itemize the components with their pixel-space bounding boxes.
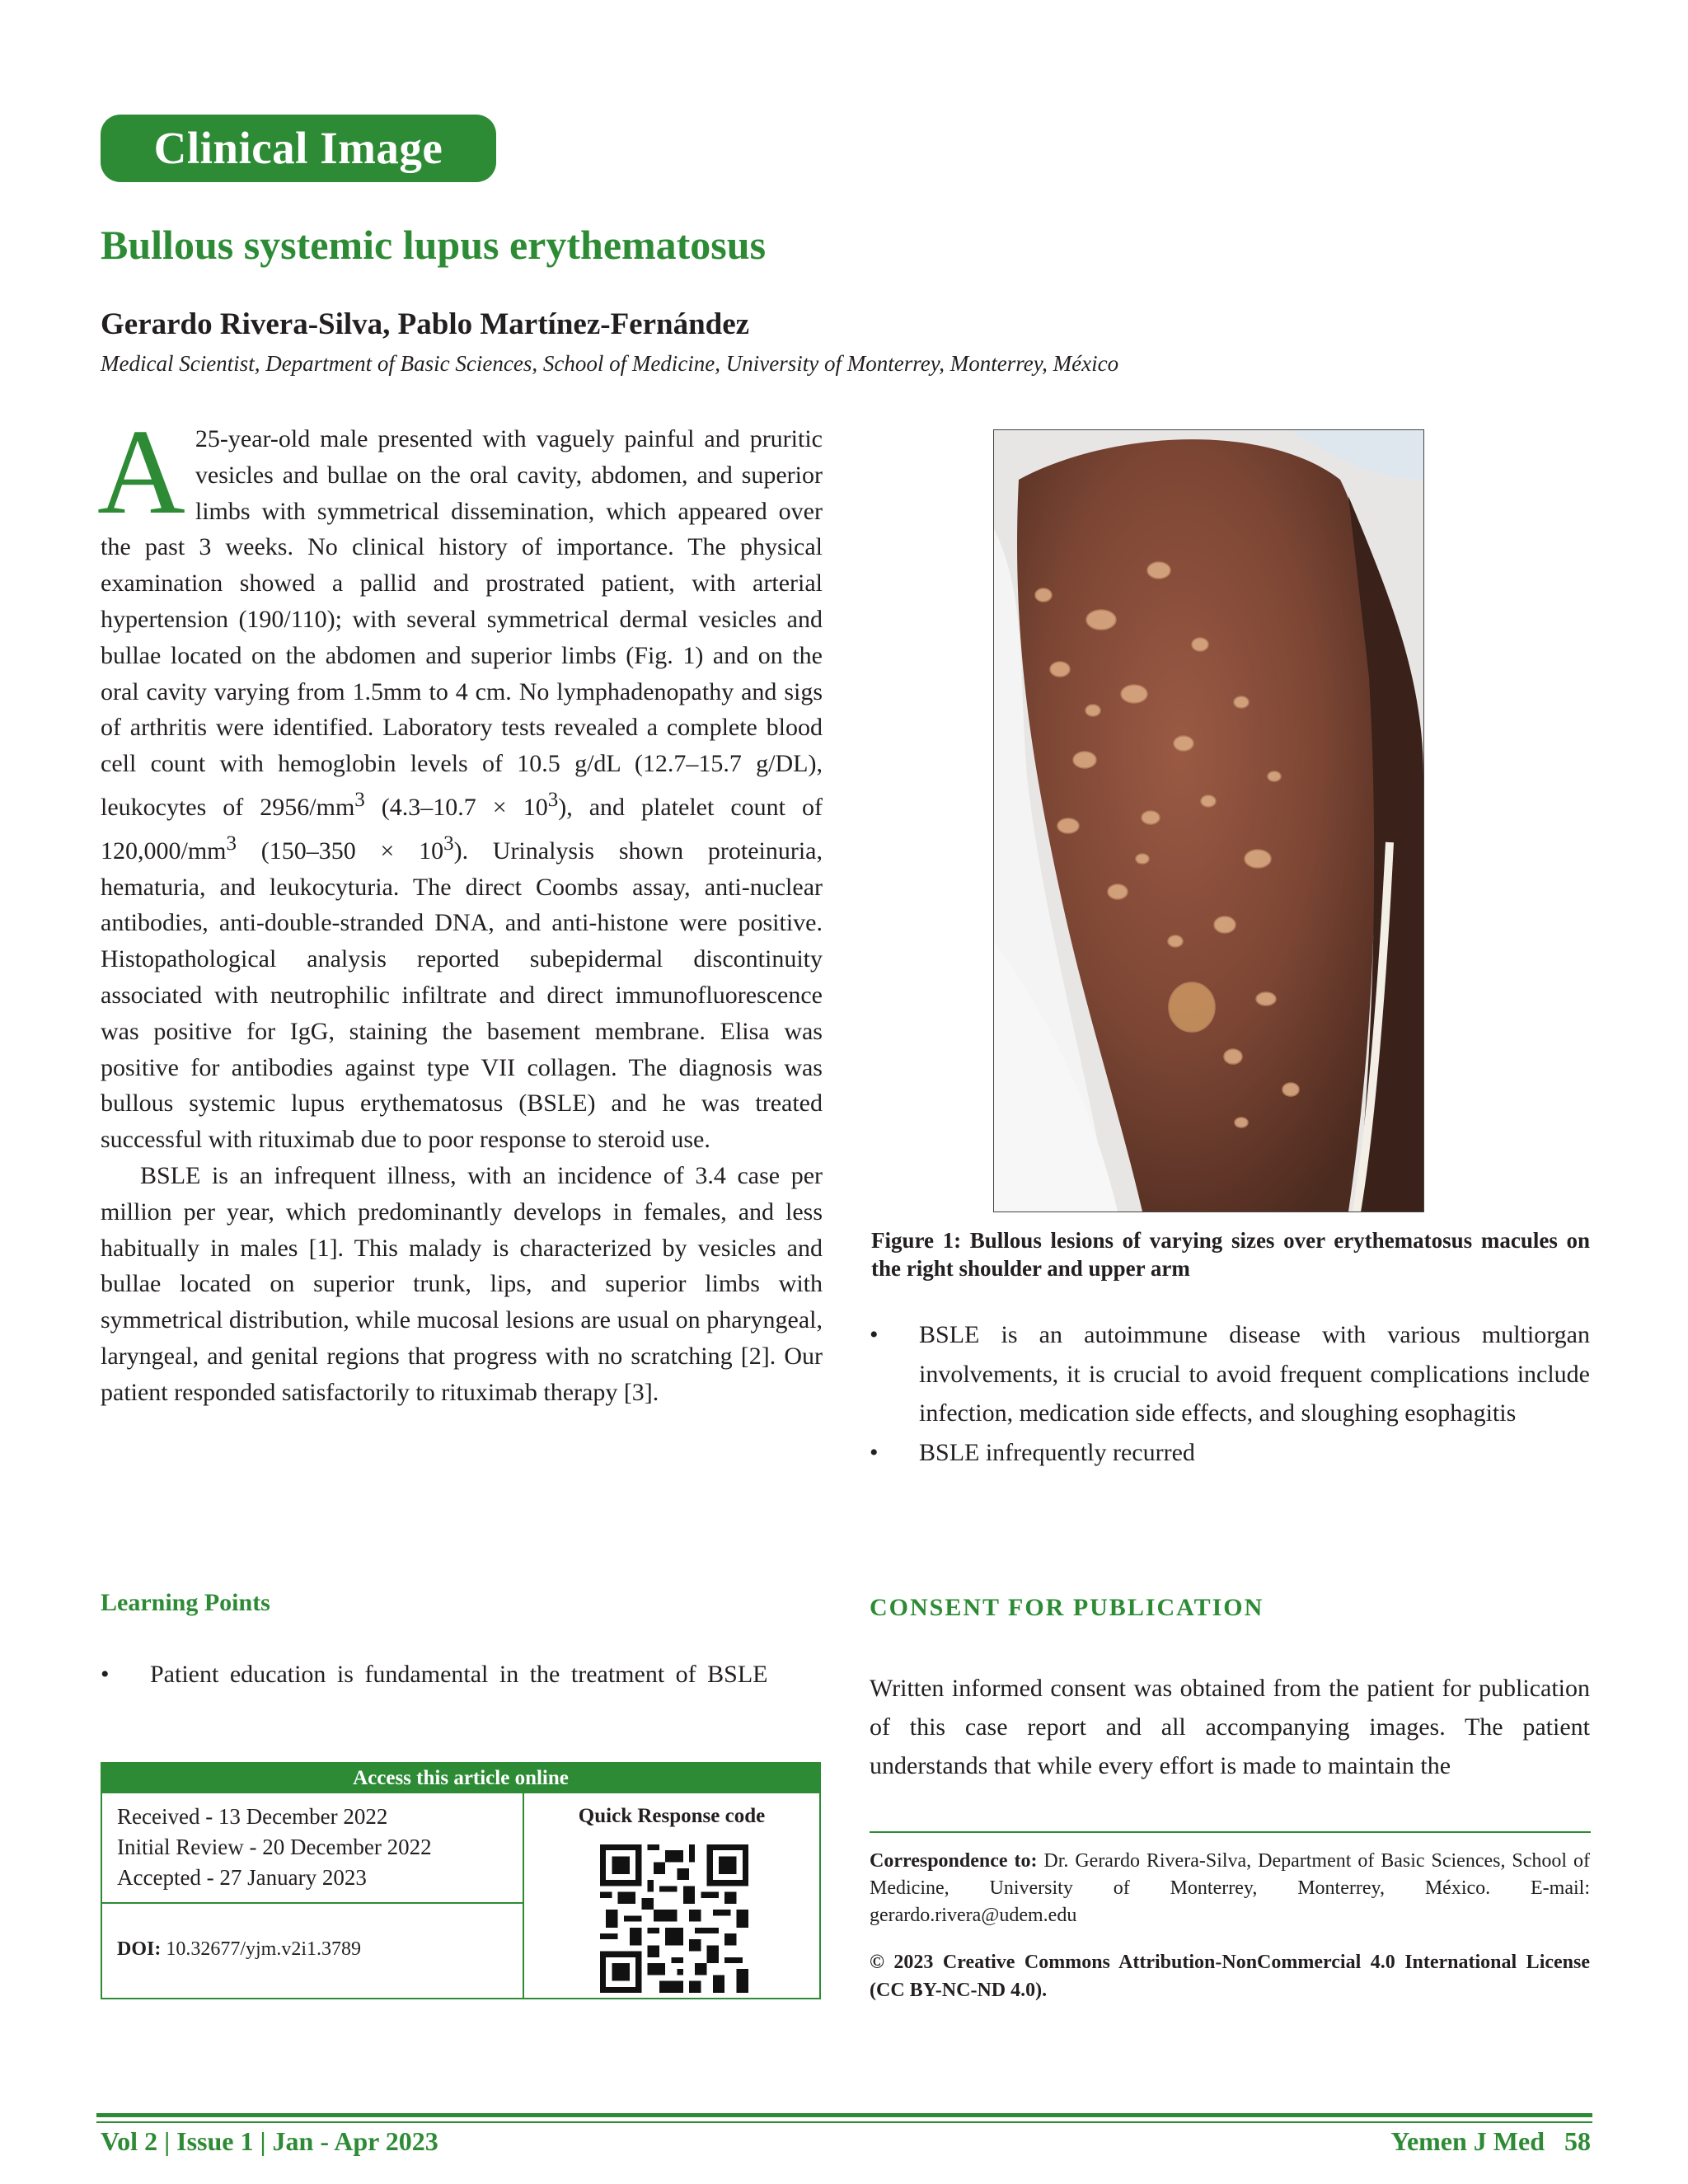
- correspondence-label: Correspondence to:: [870, 1850, 1038, 1872]
- journal-name: Yemen J Med: [1390, 2126, 1545, 2156]
- list-item: [870, 1315, 1590, 1433]
- list-item-text: Patient education is fundamental in the treatment of BSLE: [150, 1661, 768, 1688]
- access-box-header: Access this article online: [102, 1764, 819, 1793]
- paragraph-1-text-c: ), and platelet count of 120,000/mm: [101, 793, 823, 865]
- received-date: Received - 13 December 2022: [117, 1804, 388, 1829]
- article-title: Bullous systemic lupus erythematosus: [101, 222, 767, 268]
- paragraph-1-text-e: ). Urinalysis shown proteinuria, hematuria, and leukocyturia. The direct Coombs assay, anti-nuclear antibodies, anti-double-stranded DNA, and anti-histone were positive. Histopathological analysis reported subepidermal discontinuity associated with neutrophilic infiltrate and direct immunofluorescence was positive for IgG, staining the basement membrane. Elisa was positive for antibodies against type VII collagen. The diagnosis was bullous systemic lupus erythematosus (BSLE) and he was treated successful with rituximab due to poor response to steroid use.: [101, 837, 823, 1154]
- article-dates: [117, 1802, 432, 1893]
- section-badge: Clinical Image: [101, 115, 496, 182]
- journal-page: [1390, 2126, 1591, 2157]
- qr-code-label: Quick Response code: [578, 1805, 766, 1827]
- paragraph-1-text-a: 25-year-old male presented with vaguely painful and pruritic vesicles and bullae on the oral cavity, abdomen, and superior limbs with symmetrical dissemination, which appeared over the past 3 weeks. No clinical history of importance. The physical examination showed a pallid and prostrated patient, with arterial hypertension (190/110); with several symmetrical dermal vesicles and bullae located on the abdomen and superior limbs (Fig. 1) and on the oral cavity varying from 1.5mm to 4 cm. No lymphadenopathy and sigs of arthritis were identified. Laboratory tests revealed a complete blood cell count with hemoglobin levels of 10.5 g/dL (12.7–15.7 g/DL), leukocytes of 2956/mm: [101, 425, 823, 821]
- superscript: 3: [443, 832, 454, 855]
- figure-1-image: [993, 429, 1424, 1212]
- paragraph-1-text-d: (150–350 × 10: [237, 837, 444, 865]
- list-item-text: BSLE is an autoimmune disease with various multiorgan involvements, it is crucial to avoid frequent complications include infection, medication side effects, and sloughing esophagitis: [919, 1321, 1590, 1427]
- body-text-left-column: [97, 405, 823, 1411]
- footer-rule: [96, 2121, 1592, 2123]
- superscript: 3: [226, 832, 237, 855]
- doi[interactable]: [117, 1938, 361, 1961]
- bullet-icon: •: [870, 1438, 879, 1466]
- paragraph-2: BSLE is an infrequent illness, with an incidence of 3.4 case per million per year, which predominantly develops in females, and less habitually in males [1]. This malady is characterized by vesicles and bullae located on superior trunk, lips, and superior limbs with symmetrical distribution, while mucosal lesions are usual on pharyngeal, laryngeal, and genital regions that progress with no scratching [2]. Our patient responded satisfactorily to rituximab therapy [3].: [101, 1161, 823, 1406]
- superscript: 3: [547, 788, 559, 811]
- divider: [102, 1902, 523, 1904]
- page-number: 58: [1564, 2126, 1591, 2156]
- issue-info: Vol 2 | Issue 1 | Jan - Apr 2023: [101, 2126, 438, 2156]
- drop-cap: A: [97, 405, 185, 540]
- consent-text: Written informed consent was obtained from the patient for publication of this case report and all accompanying images. The patient understands that while every effort is made to maintain the: [870, 1675, 1590, 1779]
- authors: Gerardo Rivera-Silva, Pablo Martínez-Fernández: [101, 307, 750, 341]
- paragraph-1: [97, 405, 823, 1158]
- learning-points-heading: Learning Points: [101, 1589, 270, 1616]
- list-item-text: BSLE infrequently recurred: [919, 1438, 1195, 1466]
- list-item: [101, 1657, 823, 1693]
- license-notice: © 2023 Creative Commons Attribution-NonCommercial 4.0 International License (CC BY-NC-ND 4.0).: [870, 1952, 1590, 2001]
- bullet-icon: •: [101, 1661, 110, 1688]
- affiliation: Medical Scientist, Department of Basic Sciences, School of Medicine, University of Monterrey, Monterrey, México: [101, 351, 1119, 376]
- divider: [870, 1831, 1591, 1833]
- footer-rule: [96, 2113, 1592, 2117]
- figure-caption: Figure 1: Bullous lesions of varying sizes over erythematosus macules on the right shoulder and upper arm: [871, 1228, 1590, 1281]
- initial-review-date: Initial Review - 20 December 2022: [117, 1835, 432, 1859]
- doi-value[interactable]: 10.32677/yjm.v2i1.3789: [161, 1938, 362, 1960]
- paragraph-1-text-b: (4.3–10.7 × 10: [364, 793, 548, 821]
- doi-label: DOI:: [117, 1938, 162, 1960]
- list-item: [870, 1433, 1590, 1473]
- bullet-list-right: [870, 1315, 1590, 1472]
- accepted-date: Accepted - 27 January 2023: [117, 1865, 367, 1890]
- clinical-photo: [994, 430, 1423, 1212]
- correspondence: [870, 1848, 1590, 1929]
- consent-heading: CONSENT FOR PUBLICATION: [870, 1594, 1264, 1621]
- learning-points-list: [101, 1657, 823, 1693]
- superscript: 3: [354, 788, 365, 811]
- qr-code-icon[interactable]: [600, 1844, 748, 1993]
- article-dates-panel: [102, 1793, 524, 1998]
- correspondence-text: Dr. Gerardo Rivera-Silva, Department of Basic Sciences, School of Medicine, University of Monterrey, Monterrey, México. E-mail: gerardo.rivera@udem.edu: [870, 1850, 1590, 1926]
- article-access-box: [101, 1762, 821, 1999]
- bullet-icon: •: [870, 1321, 879, 1348]
